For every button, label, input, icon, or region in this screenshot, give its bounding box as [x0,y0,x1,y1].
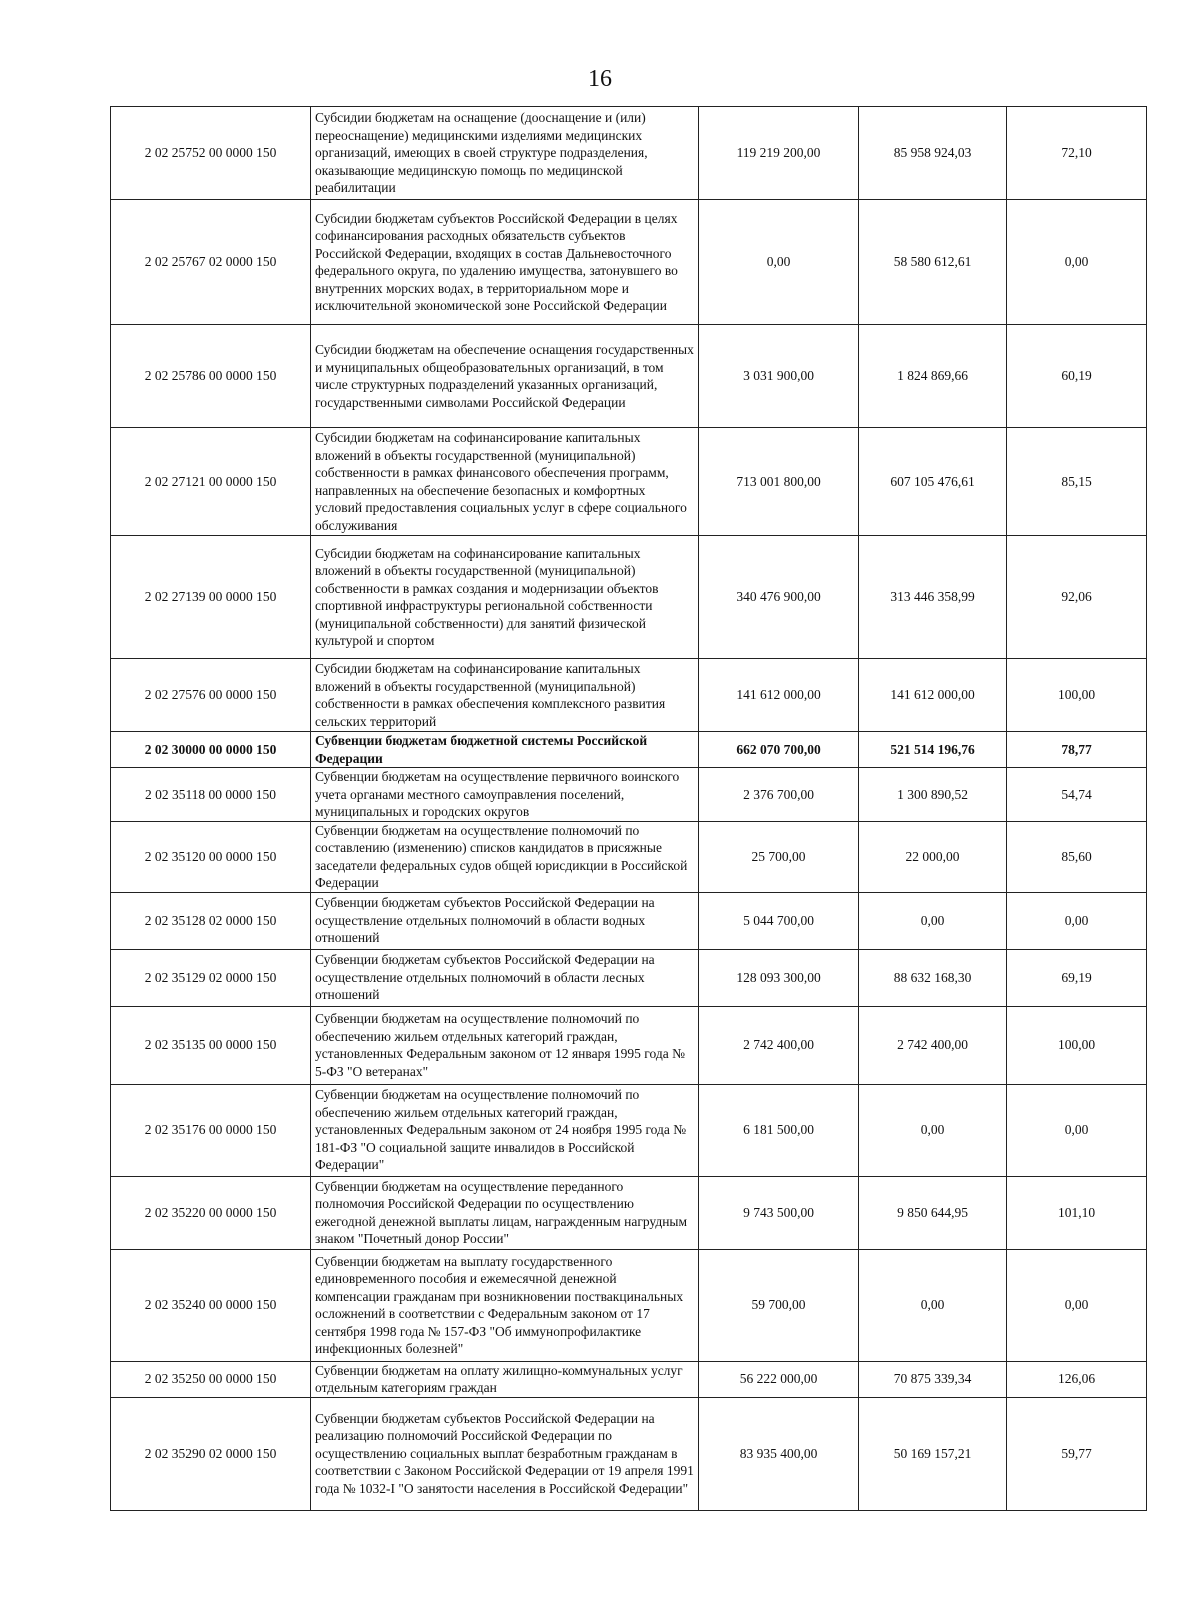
percent-cell: 101,10 [1007,1176,1147,1249]
budget-code-cell: 2 02 35118 00 0000 150 [111,768,311,822]
percent-cell: 100,00 [1007,1006,1147,1084]
percent-cell: 0,00 [1007,200,1147,325]
budget-code-cell: 2 02 30000 00 0000 150 [111,732,311,768]
percent-cell: 0,00 [1007,1084,1147,1176]
budget-code-cell: 2 02 35128 02 0000 150 [111,892,311,949]
description-cell: Субвенции бюджетам на осуществление полномочий по обеспечению жильем отдельных категорий граждан, установленных Федеральным законом от 24 ноября 1995 года № 181-ФЗ "О социальной защите инвалидов в Российской Федерации" [311,1084,699,1176]
actual-amount-cell: 9 850 644,95 [859,1176,1007,1249]
actual-amount-cell: 0,00 [859,1249,1007,1361]
plan-amount-cell: 662 070 700,00 [699,732,859,768]
plan-amount-cell: 2 742 400,00 [699,1006,859,1084]
budget-code-cell: 2 02 25767 02 0000 150 [111,200,311,325]
actual-amount-cell: 22 000,00 [859,821,1007,892]
actual-amount-cell: 85 958 924,03 [859,107,1007,200]
table-row [111,200,1147,325]
table-row [111,659,1147,732]
plan-amount-cell: 2 376 700,00 [699,768,859,822]
description-cell: Субвенции бюджетам на осуществление полномочий по составлению (изменению) списков кандидатов в присяжные заседатели федеральных судов общей юрисдикции в Российской Федерации [311,821,699,892]
percent-cell: 0,00 [1007,892,1147,949]
percent-cell: 78,77 [1007,732,1147,768]
percent-cell: 85,60 [1007,821,1147,892]
plan-amount-cell: 141 612 000,00 [699,659,859,732]
percent-cell: 69,19 [1007,949,1147,1006]
budget-code-cell: 2 02 27576 00 0000 150 [111,659,311,732]
budget-code-cell: 2 02 35176 00 0000 150 [111,1084,311,1176]
table-row [111,768,1147,822]
description-cell: Субвенции бюджетам на осуществление первичного воинского учета органами местного самоуправления поселений, муниципальных и городских округов [311,768,699,822]
actual-amount-cell: 141 612 000,00 [859,659,1007,732]
description-cell: Субвенции бюджетам субъектов Российской Федерации на реализацию полномочий Российской Федерации по осуществлению социальных выплат безработным гражданам в соответствии с Законом Российской Федерации от 19 апреля 1991 года № 1032-I "О занятости населения в Российской Федерации" [311,1397,699,1510]
budget-code-cell: 2 02 27139 00 0000 150 [111,536,311,659]
budget-code-cell: 2 02 35250 00 0000 150 [111,1361,311,1397]
plan-amount-cell: 83 935 400,00 [699,1397,859,1510]
actual-amount-cell: 50 169 157,21 [859,1397,1007,1510]
table-row [111,107,1147,200]
table-row [111,949,1147,1006]
actual-amount-cell: 0,00 [859,892,1007,949]
description-cell: Субсидии бюджетам на оснащение (дооснащение и (или) переоснащение) медицинскими изделиями медицинских организаций, имеющих в своей структуре подразделения, оказывающие медицинскую помощь по медицинской реабилитации [311,107,699,200]
percent-cell: 92,06 [1007,536,1147,659]
table-row [111,1397,1147,1510]
budget-code-cell: 2 02 35129 02 0000 150 [111,949,311,1006]
plan-amount-cell: 128 093 300,00 [699,949,859,1006]
percent-cell: 85,15 [1007,428,1147,536]
budget-code-cell: 2 02 25786 00 0000 150 [111,325,311,428]
table-row [111,892,1147,949]
table-row [111,536,1147,659]
description-cell: Субвенции бюджетам на осуществление переданного полномочия Российской Федерации по осуществлению ежегодной денежной выплаты лицам, награжденным нагрудным знаком "Почетный донор России" [311,1176,699,1249]
percent-cell: 100,00 [1007,659,1147,732]
plan-amount-cell: 5 044 700,00 [699,892,859,949]
percent-cell: 60,19 [1007,325,1147,428]
budget-revenue-table [110,106,1147,1511]
plan-amount-cell: 119 219 200,00 [699,107,859,200]
description-cell: Субсидии бюджетам на софинансирование капитальных вложений в объекты государственной (муниципальной) собственности в рамках создания и модернизации объектов спортивной инфраструктуры региональной собственности (муниципальной собственности) для занятий физической культурой и спортом [311,536,699,659]
actual-amount-cell: 521 514 196,76 [859,732,1007,768]
percent-cell: 126,06 [1007,1361,1147,1397]
actual-amount-cell: 88 632 168,30 [859,949,1007,1006]
plan-amount-cell: 713 001 800,00 [699,428,859,536]
plan-amount-cell: 9 743 500,00 [699,1176,859,1249]
description-cell: Субсидии бюджетам на софинансирование капитальных вложений в объекты государственной (муниципальной) собственности в рамках обеспечения комплексного развития сельских территорий [311,659,699,732]
budget-code-cell: 2 02 35290 02 0000 150 [111,1397,311,1510]
actual-amount-cell: 1 824 869,66 [859,325,1007,428]
table-row [111,325,1147,428]
table-row [111,821,1147,892]
plan-amount-cell: 6 181 500,00 [699,1084,859,1176]
actual-amount-cell: 313 446 358,99 [859,536,1007,659]
budget-code-cell: 2 02 35135 00 0000 150 [111,1006,311,1084]
description-cell: Субсидии бюджетам на софинансирование капитальных вложений в объекты государственной (муниципальной) собственности в рамках финансового обеспечения программ, направленных на обеспечение безопасных и комфортных условий предоставления социальных услуг в сфере социального обслуживания [311,428,699,536]
table-row [111,1249,1147,1361]
percent-cell: 59,77 [1007,1397,1147,1510]
budget-code-cell: 2 02 25752 00 0000 150 [111,107,311,200]
table-row [111,732,1147,768]
plan-amount-cell: 3 031 900,00 [699,325,859,428]
description-cell: Субвенции бюджетам на выплату государственного единовременного пособия и ежемесячной денежной компенсации гражданам при возникновении поствакцинальных осложнений в соответствии с Федеральным законом от 17 сентября 1998 года № 157-ФЗ "Об иммунопрофилактике инфекционных болезней" [311,1249,699,1361]
description-cell: Субвенции бюджетам субъектов Российской Федерации на осуществление отдельных полномочий в области лесных отношений [311,949,699,1006]
description-cell: Субвенции бюджетам субъектов Российской Федерации на осуществление отдельных полномочий в области водных отношений [311,892,699,949]
description-cell: Субвенции бюджетам бюджетной системы Российской Федерации [311,732,699,768]
page-number: 16 [588,66,612,92]
actual-amount-cell: 58 580 612,61 [859,200,1007,325]
budget-code-cell: 2 02 27121 00 0000 150 [111,428,311,536]
actual-amount-cell: 607 105 476,61 [859,428,1007,536]
table-row [111,1084,1147,1176]
table-row [111,1006,1147,1084]
budget-code-cell: 2 02 35120 00 0000 150 [111,821,311,892]
plan-amount-cell: 56 222 000,00 [699,1361,859,1397]
table-row [111,1176,1147,1249]
percent-cell: 0,00 [1007,1249,1147,1361]
plan-amount-cell: 0,00 [699,200,859,325]
table-row [111,428,1147,536]
budget-code-cell: 2 02 35220 00 0000 150 [111,1176,311,1249]
actual-amount-cell: 2 742 400,00 [859,1006,1007,1084]
description-cell: Субсидии бюджетам на обеспечение оснащения государственных и муниципальных общеобразовательных организаций, в том числе структурных подразделений указанных организаций, государственными символами Российской Федерации [311,325,699,428]
description-cell: Субвенции бюджетам на осуществление полномочий по обеспечению жильем отдельных категорий граждан, установленных Федеральным законом от 12 января 1995 года № 5-ФЗ "О ветеранах" [311,1006,699,1084]
percent-cell: 54,74 [1007,768,1147,822]
table-row [111,1361,1147,1397]
percent-cell: 72,10 [1007,107,1147,200]
actual-amount-cell: 1 300 890,52 [859,768,1007,822]
actual-amount-cell: 70 875 339,34 [859,1361,1007,1397]
plan-amount-cell: 59 700,00 [699,1249,859,1361]
plan-amount-cell: 25 700,00 [699,821,859,892]
plan-amount-cell: 340 476 900,00 [699,536,859,659]
budget-code-cell: 2 02 35240 00 0000 150 [111,1249,311,1361]
actual-amount-cell: 0,00 [859,1084,1007,1176]
description-cell: Субсидии бюджетам субъектов Российской Федерации в целях софинансирования расходных обязательств субъектов Российской Федерации, входящих в состав Дальневосточного федерального округа, по удалению имущества, затонувшего во внутренних морских водах, в территориальном море и исключительной экономической зоне Российской Федерации [311,200,699,325]
description-cell: Субвенции бюджетам на оплату жилищно-коммунальных услуг отдельным категориям граждан [311,1361,699,1397]
